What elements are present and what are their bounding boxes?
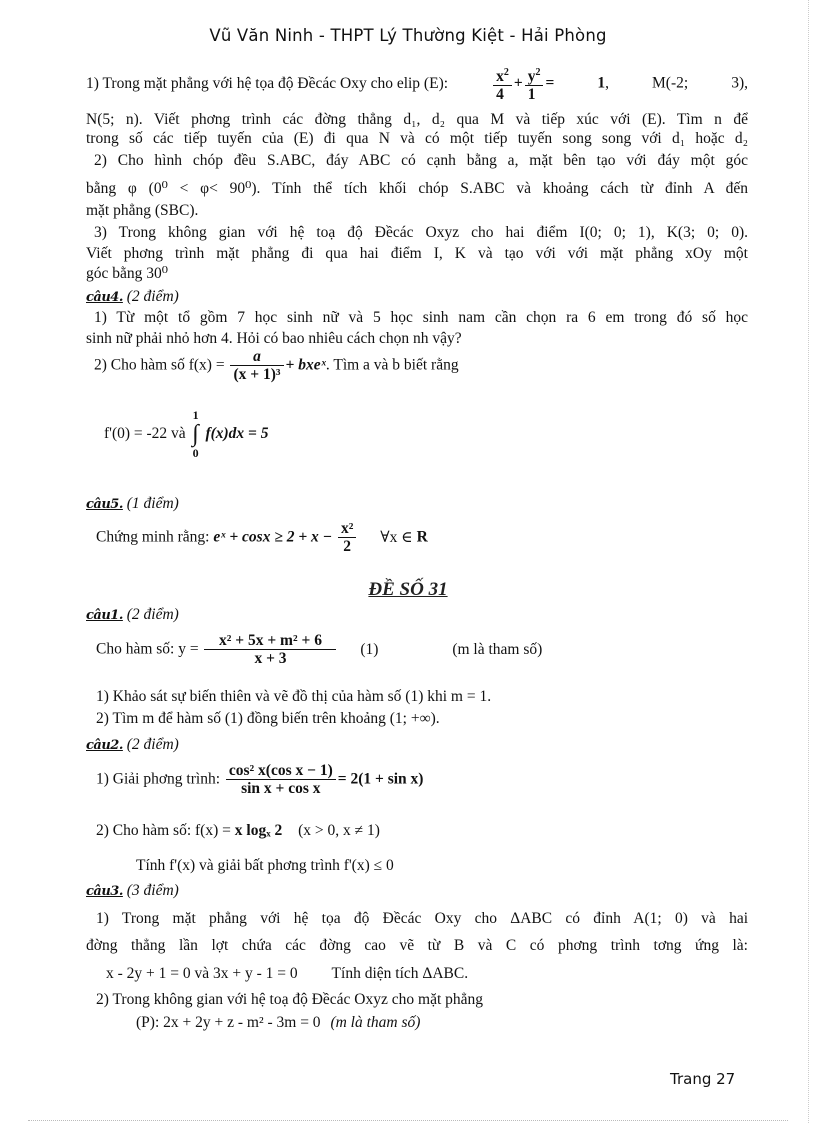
right-border [808,0,809,1123]
s31-cau1-item2: 2) Tìm m để hàm số (1) đồng biến trên khoảng (1; +∞). [96,710,440,727]
cau3-item1-line3: trong số các tiếp tuyến của (E) đi qua N và có một tiếp tuyến song song với d₁ hoặc d₂ [86,130,748,147]
cau4-item2-intro: 2) Cho hàm số f(x) = [94,356,225,374]
bottom-border [28,1120,788,1121]
cau4-tail: + bxeˣ [285,356,326,374]
s31-cau1-fraction: $\frac{\text{x² + 5x + m² + 6}}{x + 3}$ [204,632,336,667]
page-header: Vũ Văn Ninh - THPT Lý Thường Kiệt - Hải Phòng [209,26,607,45]
page-number: Trang 27 [670,1070,736,1088]
s31-cau2-item1 [96,762,423,808]
s31-cau1-function [96,632,542,678]
cau3-item2-line2: bằng φ (0⁰ < φ< 90⁰). Tính thể tích khối chóp S.ABC và khoảng cách từ đỉnh A đến [86,180,748,197]
s31-cau3-task: Tính diện tích ΔABC. [331,965,469,982]
s31-cau3-lines: x - 2y + 1 = 0 và 3x + y - 1 = 0 [106,965,298,982]
cau5-intro: Chứng minh rằng: [96,528,210,546]
cau3-item1-line1: 1) Trong mặt phẳng với hệ tọa độ Đềcác Oxy cho elip (E): $\frac{x^2}{4}$ + $\frac{y^2}{1}$ = 1, M(-2; 3), [86,64,748,104]
s31-cau3-item1-line1: 1) Trong mặt phẳng với hệ tọa độ Đềcác Oxy cho ΔABC có đỉnh A(1; 0) và hai [96,910,748,927]
cau4-item1-line2: sinh nữ phải nhỏ hơn 4. Hỏi có bao nhiêu cách chọn nh vậy? [86,330,462,347]
s31-cau3-item1-line2: đờng thẳng lần lợt chứa các đờng cao vẽ từ B và C có phơng trình tơng ứng là: [86,937,748,954]
s31-cau1-heading [86,606,179,625]
s31-cau2-item2-intro: 2) Cho hàm số: f(x) = [96,822,231,839]
s31-cau2-heading [86,736,179,755]
cau3-item1-line2: N(5; n). Viết phơng trình các đờng thẳng d₁, d₂ qua M và tiếp xúc với (E). Tìm n để [86,111,748,128]
cau3-item2-line1: 2) Cho hình chóp đều S.ABC, đáy ABC có cạnh bằng a, mặt bên tạo với đáy một góc [94,152,748,169]
s31-cau1-eq-number: (1) [360,640,379,658]
cau3-item3-line1: 3) Trong không gian với hệ toạ độ Đềcác Oxyz cho hai điểm I(0; 0; 1), K(3; 0; 0). [94,224,748,241]
cau4-fraction: $\frac{a}{\text{(x + 1)³}}$ [230,348,283,383]
cau5-statement [96,520,428,564]
s31-cau3-heading [86,882,179,901]
s31-cau3-label: câu3. [86,884,123,899]
cau4-heading [86,288,179,307]
cau3-item3-line3: góc bằng 30⁰ [86,265,168,282]
cau4-derivative-condition: f'(0) = -22 và [104,425,186,442]
cau4-condition [104,408,269,466]
s31-cau1-points: (2 điểm) [126,606,179,623]
cau4-item2 [94,348,459,398]
ellipse-y-fraction: $\frac{y^2}{1}$ [525,64,544,103]
cau5-lhs: eˣ + cosx ≥ 2 + x − [213,528,333,546]
s31-cau3-plane-note: (m là tham số) [330,1014,421,1031]
point-m: , M(-2; 3), [605,74,748,92]
integral-symbol: 1 ∫ 0 [192,408,199,460]
cau5-fraction: $\frac{\text{x²}}{2}$ [338,520,356,555]
cau3-item2-line3: mặt phẳng (SBC). [86,202,199,219]
s31-cau3-item1-equations [106,965,468,983]
s31-cau2-item2 [96,822,380,840]
section-title: ĐỀ SỐ 31 [368,579,448,600]
cau4-item1-line1: 1) Từ một tổ gồm 7 học sinh nữ và 5 học sinh nam cần chọn ra 6 em trong đó số học [94,309,748,326]
cau5-forall: ∀x ∈ [380,528,413,546]
s31-cau1-intro: Cho hàm số: y = [96,640,199,658]
cau5-points: (1 điểm) [126,495,179,512]
s31-cau2-item1-intro: 1) Giải phơng trình: [96,770,220,788]
ellipse-rhs: = 1 [545,74,606,92]
ellipse-x-fraction: $\frac{x^2}{4}$ [493,64,512,103]
cau4-label: câu4. [86,290,123,305]
cau3-item1-intro: 1) Trong mặt phẳng với hệ tọa độ Đềcác Oxy cho elip (E): [86,74,449,92]
s31-cau2-item2-cond: (x > 0, x ≠ 1) [298,822,380,839]
s31-cau1-label: câu1. [86,608,123,623]
s31-cau2-item2-task: Tính f'(x) và giải bất phơng trình f'(x) ≤ 0 [136,857,394,874]
s31-cau2-item1-rhs: = 2(1 + sin x) [337,770,424,788]
s31-cau3-points: (3 điểm) [126,882,179,899]
s31-cau1-item1: 1) Khảo sát sự biến thiên và vẽ đồ thị của hàm số (1) khi m = 1. [96,688,492,705]
cau5-set: R [416,528,428,546]
cau5-heading [86,495,179,514]
cau4-points: (2 điểm) [126,288,179,305]
cau4-after: . Tìm a và b biết rằng [325,356,459,374]
s31-cau2-fraction: $\frac{\text{cos² x(cos x − 1)}}{\text{sin x + cos x}}$ [226,762,336,797]
s31-cau3-item2-line1: 2) Trong không gian với hệ toạ độ Đềcác Oxyz cho mặt phẳng [96,991,484,1008]
s31-cau2-points: (2 điểm) [126,736,179,753]
cau5-label: câu5. [86,497,123,512]
integral-body: f(x)dx = 5 [205,425,269,442]
s31-cau1-note: (m là tham số) [452,640,543,658]
s31-cau3-plane-eq: (P): 2x + 2y + z - m² - 3m = 0 [136,1014,321,1031]
s31-cau3-item2-plane [136,1014,420,1032]
s31-cau2-item2-expr: x logₓ 2 [234,822,283,839]
cau3-item3-line2: Viết phơng trình mặt phẳng đi qua hai điểm I, K và tạo với với mặt phẳng xOy một [86,245,748,262]
s31-cau2-label: câu2. [86,738,123,753]
